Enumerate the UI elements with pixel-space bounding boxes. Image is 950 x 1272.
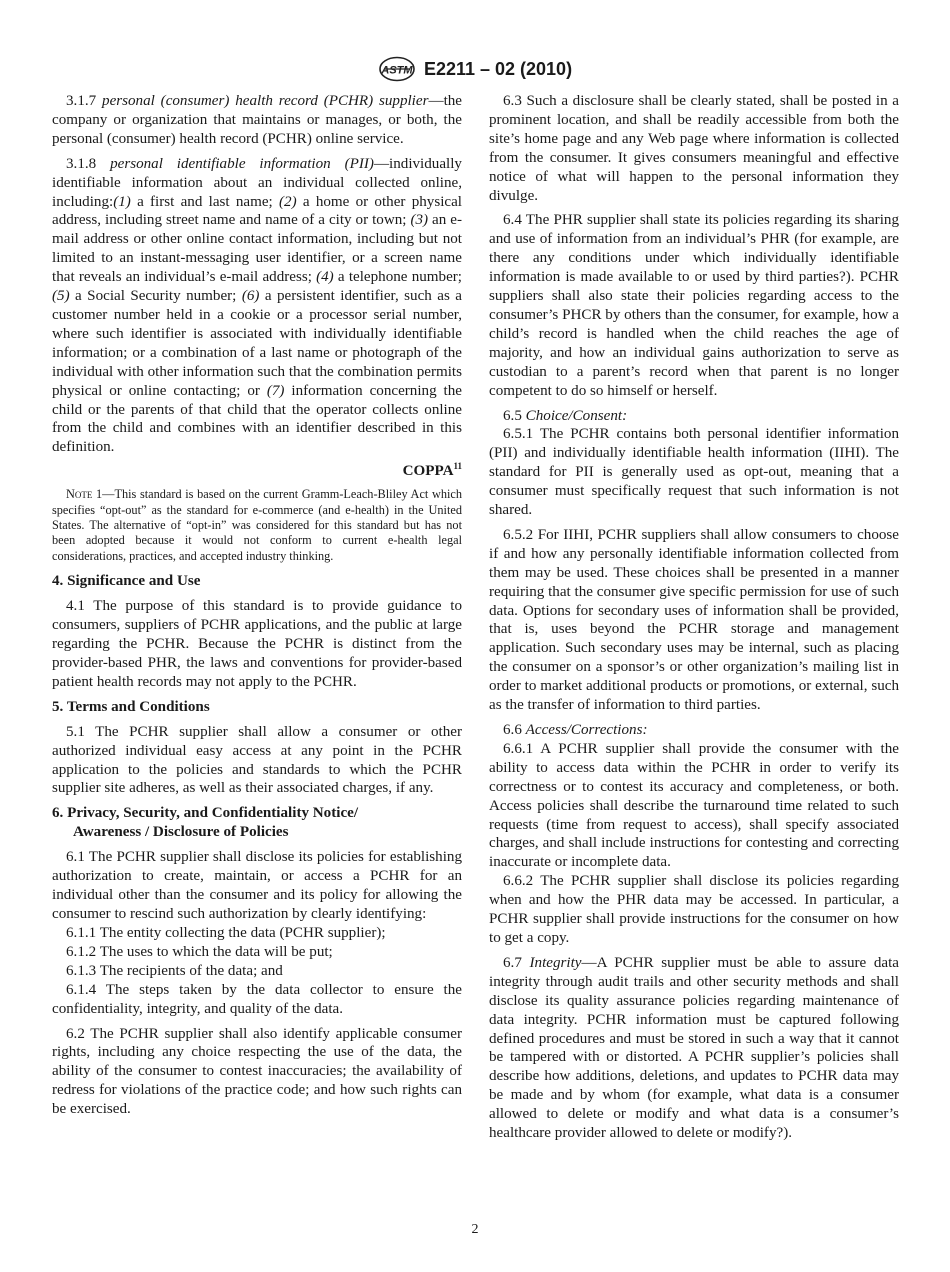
left-column	[52, 92, 462, 1125]
page-number: 2	[471, 1222, 479, 1237]
paragraph-6-5-2: 6.5.2 For IIHI, PCHR suppliers shall allow consumers to choose if and how any personally identifiable information collected from them may be used. These choices shall be presented in a manner requiring that the consumer give specific permission for use of such data. Options for secondary uses of information shall be provided, that is, uses beyond the PCHR storage and management application. Such secondary uses may be internal, such as placing the consumer on a sponsor’s or other organization’s mailing list in order to market additional products or promotions, or external, such as the transfer of information to third parties.	[489, 526, 899, 714]
paragraph-3-1-8: 3.1.8 personal identifiable information (PII)—individually identifiable information about an individual collected online, including:(1) a first and last name; (2) a home or other physical address, including street name and name of a city or town; (3) an e-mail address or other online contact information, including but not limited to an instant-messaging user identifier, or a screen name that reveals an individual’s e-mail address; (4) a telephone number; (5) a Social Security number; (6) a persistent identifier, such as a customer number held in a cookie or a processor serial number, where such identifier is associated with individually identifiable information; or a combination of a last name or photograph of the individual with other information such that the combination permits physical or online contacting; or (7) information concerning the child or the parents of that child that the operator collects online from the child and combines with an identifier described in this definition.	[52, 155, 462, 456]
page-header	[0, 56, 950, 82]
paragraph-6-1: 6.1 The PCHR supplier shall disclose its policies for establishing authorization to create, maintain, or access a PCHR for an individual other than the consumer and its policy for allowing the consumer to rescind such authorization by clearly identifying:	[52, 849, 462, 923]
paragraph-6-6-2: 6.6.2 The PCHR supplier shall disclose its policies regarding when and how the PHR data may be accessed. In particular, a PCHR supplier shall provide instructions for the consumer on how to get a copy.	[489, 873, 899, 946]
document-designation: E2211 – 02 (2010)	[423, 58, 573, 79]
astm-logo-icon	[378, 56, 416, 82]
paragraph-5-1: 5.1 The PCHR supplier shall allow a consumer or other authorized individual easy access at any point in the PCHR application to the policies and standards to which the PCHR supplier site adheres, as well as their associated charges, if any.	[52, 723, 462, 797]
paragraph-3-1-7: 3.1.7 personal (consumer) health record (PCHR) supplier—the company or organization that maintains or manages, or both, the personal (consumer) health record (PCHR) online service.	[52, 93, 463, 147]
paragraph-6-6-1: 6.6.1 A PCHR supplier shall provide the consumer with the ability to access data within the PCHR in order to verify its correctness or to contest its accuracy and completeness, or both. Access policies shall describe the turnaround time related to such requests (time from request to access), shall specify associated charges, and shall include instructions for contesting and correcting inaccurate or incomplete data.	[489, 740, 899, 871]
paragraph-6-5: 6.5 Choice/Consent:	[503, 407, 628, 424]
right-column	[489, 92, 899, 1149]
paragraph-6-1-2: 6.1.2 The uses to which the data will be put;	[66, 943, 333, 960]
paragraph-6-4: 6.4 The PHR supplier shall state its policies regarding its sharing and use of information from an individual’s PHR (for example, are there any conditions under which individually identifiable information is made available to or used by third parties?). PCHR suppliers shall also state their policies regarding access to the consumer’s PHCR by others than the consumer, for example, how a child’s record is handled when the child reaches the age of majority, and how an individual gains authorization to serve as custodian to a parent’s record when that parent is no longer competent to do so himself or herself.	[489, 212, 899, 399]
note-1: Note 1—This standard is based on the current Gramm-Leach-Bliley Act which specifies “opt-out” as the standard for e-commerce (and e-health) in the United States. The alternative of “opt-in” was considered for this standard but has not been adopted because it would not conform to current e-health legal considerations, practices, and accepted industry thinking.	[52, 487, 463, 563]
paragraph-6-2: 6.2 The PCHR supplier shall also identify applicable consumer rights, including any choice respecting the use of the data, the ability of the consumer to contest inaccuracies; the availability of redress for violations of the practice code; and how such rights can be exercised.	[52, 1025, 462, 1118]
paragraph-6-3: 6.3 Such a disclosure shall be clearly stated, shall be posted in a prominent location, and shall be readily accessible from both the site’s home page and any Web page where information is collected from the consumer. It gives consumers meaningful and effective notice of what will happen to the personal information they divulge.	[489, 93, 899, 204]
paragraph-6-5-1: 6.5.1 The PCHR contains both personal identifier information (PII) and individually identifiable health information (IIHI). The standard for PII is generally used as opt-out, meaning that a consumer must specifically request that such information is not shared.	[489, 426, 899, 519]
coppa-reference: COPPA$^{11}$	[402, 461, 462, 480]
svg-text:ASTM: ASTM	[381, 64, 413, 77]
paragraph-6-1-1: 6.1.1 The entity collecting the data (PCHR supplier);	[66, 924, 386, 941]
paragraph-4-1: 4.1 The purpose of this standard is to provide guidance to consumers, suppliers of PCHR applications, and the public at large regarding the PCHR. Because the PCHR is distinct from the provider-based PHR, the laws and conventions for provider-based patient health records may not apply to the PCHR.	[52, 598, 462, 690]
paragraph-6-7: 6.7 Integrity—A PCHR supplier must be able to assure data integrity through audit trails and other security methods and shall disclose its quality assurance policies regarding maintenance of data integrity. PCHR information must be captured following defined procedures and must be stored in such a way that it cannot be tampered with or distorted. A PCHR supplier’s policies shall describe how additions, deletions, and updates to PCHR data may be made and by whom (for example, what data is a consumer allowed to delete or modify and what data is a consumer’s healthcare provider allowed to delete or modify?).	[489, 954, 899, 1142]
section-5-heading: 5. Terms and Conditions	[52, 698, 210, 715]
paragraph-6-6: 6.6 Access/Corrections:	[503, 722, 648, 738]
paragraph-6-1-4: 6.1.4 The steps taken by the data collector to ensure the confidentiality, integrity, and quality of the data.	[52, 981, 462, 1017]
section-6-heading: 6. Privacy, Security, and Confidentiality Notice/ Awareness / Disclosure of Policies	[52, 805, 359, 841]
paragraph-6-1-3: 6.1.3 The recipients of the data; and	[66, 962, 283, 979]
section-4-heading: 4. Significance and Use	[52, 573, 201, 590]
